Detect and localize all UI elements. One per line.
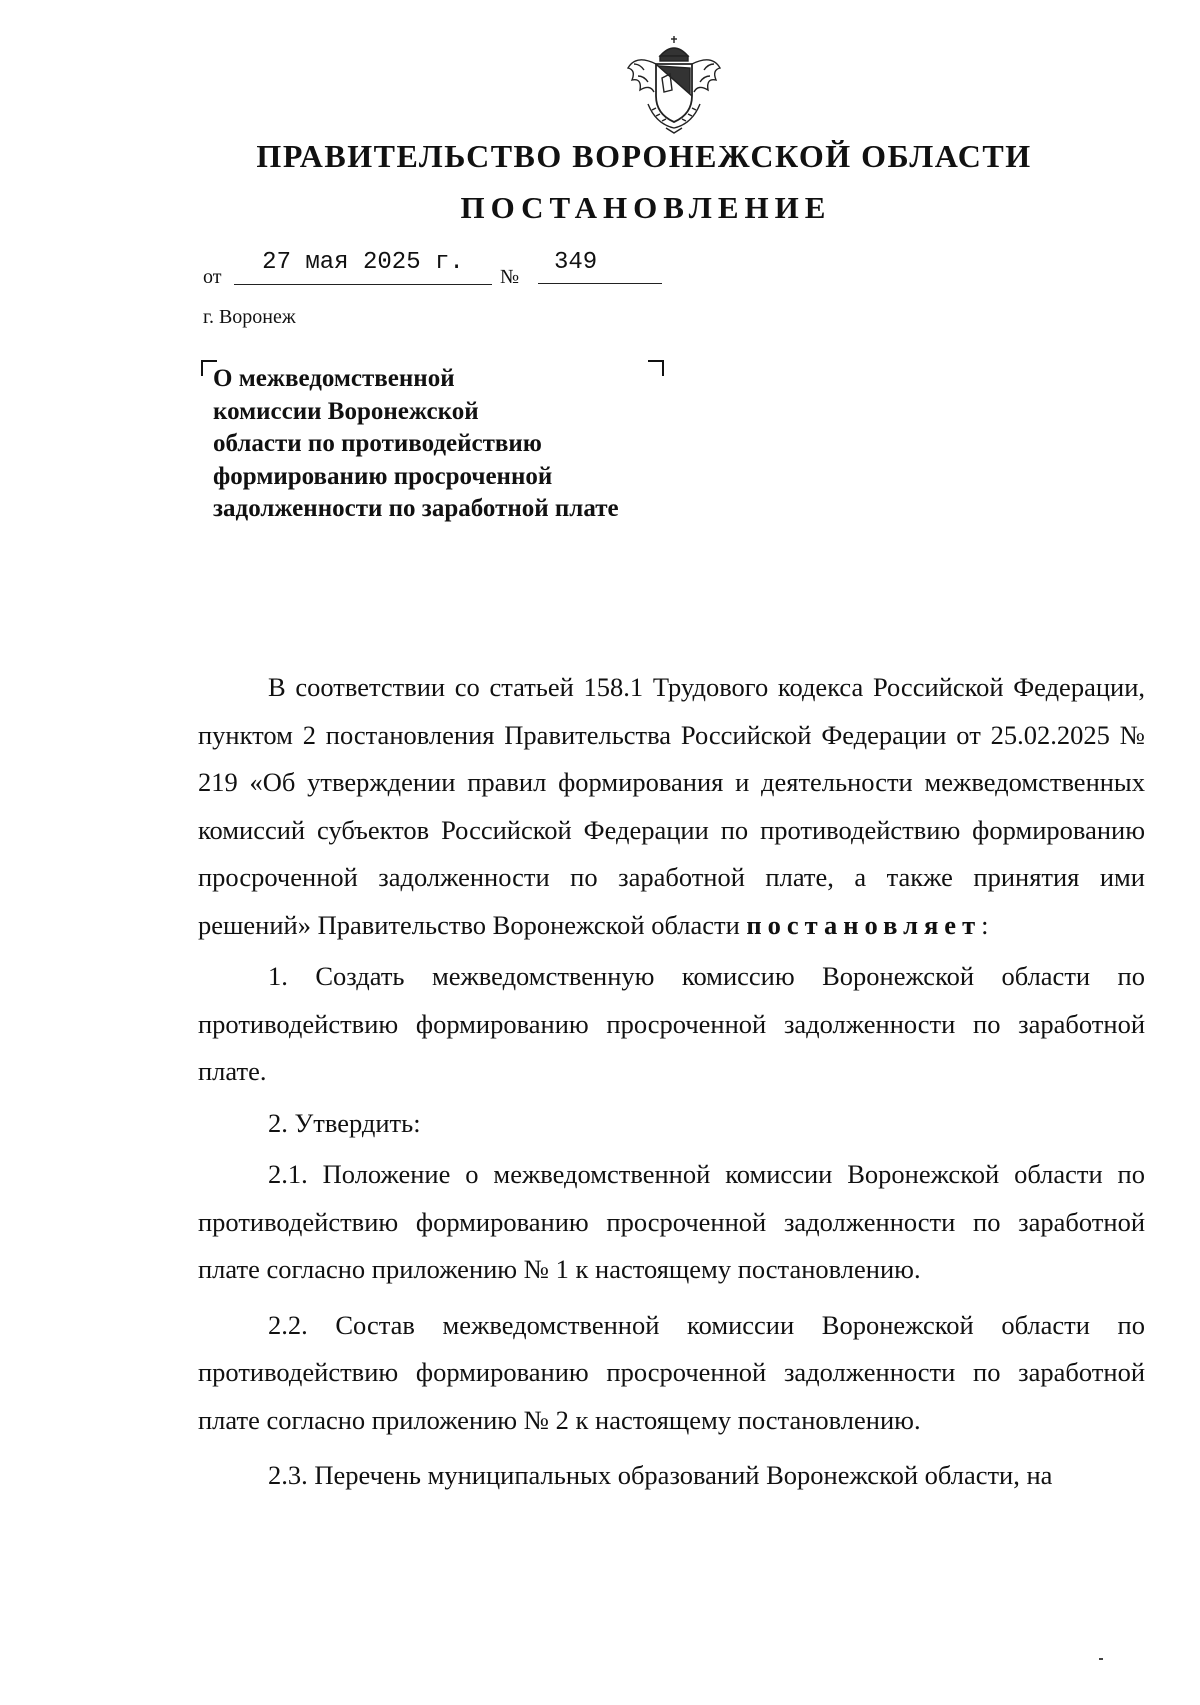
resolves-word: постановляет <box>746 909 982 940</box>
government-title: ПРАВИТЕЛЬСТВО ВОРОНЕЖСКОЙ ОБЛАСТИ <box>256 138 1032 174</box>
preamble-text: В соответствии со статьей 158.1 Трудового кодекса Российской Федерации, пунктом 2 постановления Правительства Российской Федерации от 25.02.2025 № 219 «Об утверждении правил формирования и деятельности межведомственных комиссий субъектов Российской Федерации по противодействию формированию просроченной задолженности по заработной плате, а также принятия ими решений» Правительство Воронежской области <box>198 672 1145 940</box>
document-kind: ПОСТАНОВЛЕНИЕ <box>460 190 832 225</box>
subject-line: О межведомственной <box>213 365 455 392</box>
subject-line: области по противодействию <box>213 430 542 457</box>
resolves-suffix: : <box>981 909 989 940</box>
scan-speck <box>1099 1658 1103 1660</box>
item-2-2-paragraph: 2.2. Состав межведомственной комиссии Воронежской области по противодействию формированию просроченной задолженности по заработной плате согласно приложению № 2 к настоящему постановлению. <box>198 1309 1145 1435</box>
document-date: 27 мая 2025 г. <box>234 248 492 285</box>
document-body <box>198 664 1145 1500</box>
item-2-1-paragraph: 2.1. Положение о межведомственной комиссии Воронежской области по противодействию формированию просроченной задолженности по заработной плате согласно приложению № 1 к настоящему постановлению. <box>198 1159 1145 1284</box>
subject-line: формированию просроченной <box>213 462 553 490</box>
subject-line: комиссии Воронежской <box>213 397 479 425</box>
preamble-paragraph <box>198 664 1145 949</box>
document-number: 349 <box>538 248 662 284</box>
item-1-paragraph: 1. Создать межведомственную комиссию Воронежской области по противодействию формированию просроченной задолженности по заработной плате. <box>198 961 1145 1086</box>
item-2-3-paragraph: 2.3. Перечень муниципальных образований Воронежской области, на <box>268 1460 1053 1490</box>
subject-line: задолженности по заработной плате <box>213 495 619 522</box>
date-prefix: от <box>203 266 222 288</box>
voronezh-coat-of-arms-icon <box>622 34 726 134</box>
number-prefix: № <box>500 266 520 288</box>
document-subject <box>213 363 713 526</box>
city-label: г. Воронеж <box>203 306 296 328</box>
item-2-paragraph: 2. Утвердить: <box>268 1107 421 1138</box>
